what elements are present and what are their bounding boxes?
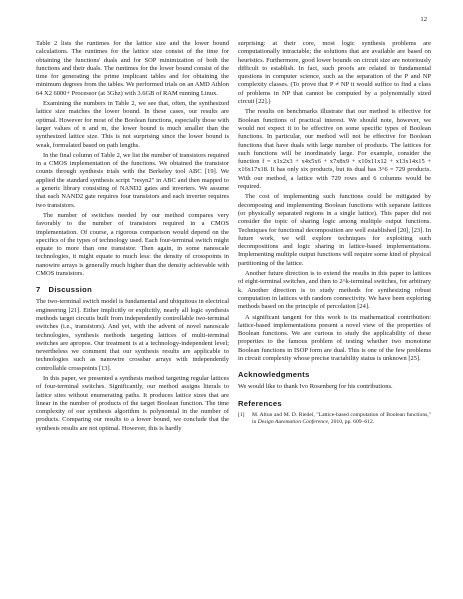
paragraph-decomposition: The cost of implementing such functions could be mitigated by decomposing and implementing Boolean functions with separate lattices (or physically separated regions in a single lattice). This paper did not consider the topic of sharing logic among multiple output functions. Techniques for functional decomposition are well established [20], [23]. In future work, we will explore techniques for exploiting such decompositions and logic sharing in lattice-based implementations. Implementing multiple output functions will require some kind of physical partitioning of the lattice. (238, 193, 431, 267)
paragraph-examining-results: Examining the numbers in Table 2, we see that, often, the synthesized lattice size matches the lower bound. In these cases, our results are optimal. However for most of the Boolean functions, especially those with larger values of n and m, the lower bound is much smaller than the synthesized lattice size. This is not surprising since the lower bound is weak, formulated based on path lengths. (36, 100, 229, 149)
page-number: 12 (420, 16, 427, 23)
reference-number: [1] (238, 411, 245, 418)
reference-text (252, 412, 431, 426)
paragraph-runtime-table: Table 2 lists the runtimes for the lattice size and the lower bound calculations. The runtimes for the lattice size consist of the time for obtaining the functions' duals and for SOP minimization of both the functions and their duals. The runtimes for the lower bound consist of the time for generating the prime implicant tables and for obtaining the minimum degrees from the tables. We performed trials on an AMD Athlon 64 X2 6000+ Processor (at 3Ghz) with 3.6GB of RAM running Linux. (36, 40, 229, 97)
discussion-heading (36, 285, 229, 294)
reference-venue: Design Automation Conference, (257, 418, 330, 425)
paragraph-benchmarks: The results on benchmarks illustrate that our method is effective for Boolean functions of practical interest. We should note, however, we would not expect it to be effective on some specific types of Boolean functions. In particular, our method will not be effective for Boolean functions that have duals with large number of products. The lattices for such functions will be inordinately large. For example, consider the function f = x1x2x3 + x4x5x6 + x7x8x9 + x10x11x12 + x13x14x15 + x16x17x18. It has only six products, but its dual has 3^6 = 729 products. With our method, a lattice with 729 rows and 6 columns would be required. (238, 108, 431, 191)
right-column (238, 40, 431, 426)
paragraph-intractability: surprising: at their core, most logic synthesis problems are computationally intractable; the solutions that are available are based on heuristics. Furthermore, good lower bounds on circuit size are notoriously difficult to establish. In fact, such proofs are related to fundamental questions in computer science, such as the separation of the P and NP complexity classes. (To prove that P ≠ NP it would suffice to find a class of problems in NP that cannot be computed by a polynomially sized circuit [22].) (238, 40, 431, 106)
reference-authors-title: M. Altun and M. D. Riedel, "Lattice-based computation of Boolean functions," in (252, 411, 431, 425)
left-column (36, 40, 229, 435)
acknowledgments-text: We would like to thank Ivo Rosenberg for his contributions. (238, 383, 393, 391)
paragraph-transistor-count: In the final column of Table 2, we list the number of transistors required in a CMOS implementation of the functions. We obtained the transistor counts through synthesis trials with the Berkeley tool ABC [19]. We applied the standard synthesis script "resyn2" in ABC and then mapped to a generic library consisting of NAND2 gates and inverters. We assume that each NAND2 gate requires four transistors and each inverter requires two transistors. (36, 151, 229, 209)
discussion-heading-title: Discussion (48, 285, 93, 295)
reference-tail: 2010, pp. 609–612. (330, 418, 375, 425)
paragraph-switch-comparison: The number of switches needed by our method compares very favorably to the number of transistors required in a CMOS implementation. Of course, a rigorous comparison would depend on the specifics of the types of technology used. Each four-terminal switch might equate to more than one transistor. Then again, in some nanoscale technologies, it might equate to much less: the density of crosspoints in nanowire arrays is generally much higher than the density achievable with CMOS transistors. (36, 211, 229, 278)
paragraph-mathematical-tangent: A significant tangent for this work is its mathematical contribution: lattice-based implementations present a novel view of the properties of Boolean functions. We are curious to study the applicability of these properties to the famous problem of testing whether two monotone Boolean functions in ISOP form are dual. This is one of the few problems in circuit complexity whose precise tractability status is unknown [25]. (238, 313, 431, 362)
references-heading: References (238, 398, 282, 408)
paragraph-two-terminal-model: The two-terminal switch model is fundamental and ubiquitous in electrical engineering [21]. Either implicitly or explicitly, nearly all logic synthesis methods target circuits built from independently controllable two-terminal switches (i.e., transistors). And yet, with the advent of novel nanoscale technologies, synthesis methods targeting lattices of multi-terminal switches are apropos. Our treatment is at a technology-independent level; nevertheless we comment that our synthesis results are applicable to technologies such as nanowire crossbar arrays with independently controllable crosspoints [13]. (36, 298, 229, 372)
paragraph-summary: In this paper, we presented a synthesis method targeting regular lattices of four-terminal switches. Significantly, our method assigns literals to lattice sites without enumerating paths. It produces lattice sizes that are linear in the number of products of the target Boolean function. The time complexity of our synthesis algorithm is polynomial in the number of products. Comparing our results to a lower bound, we conclude that the synthesis results are not optimal. However, this is hardly (36, 374, 229, 432)
acknowledgments-heading: Acknowledgments (238, 370, 310, 380)
paragraph-future-direction: Another future direction is to extend the results in this paper to lattices of eight-terminal switches, and then to 2^k-terminal switches, for arbitrary k. Another direction is to study methods for synthesizing robust computation in lattices with random connectivity. We have been exploring methods based on the principle of percolation [24]. (238, 270, 431, 311)
reference-item (238, 412, 431, 426)
discussion-heading-number: 7 (36, 285, 41, 295)
